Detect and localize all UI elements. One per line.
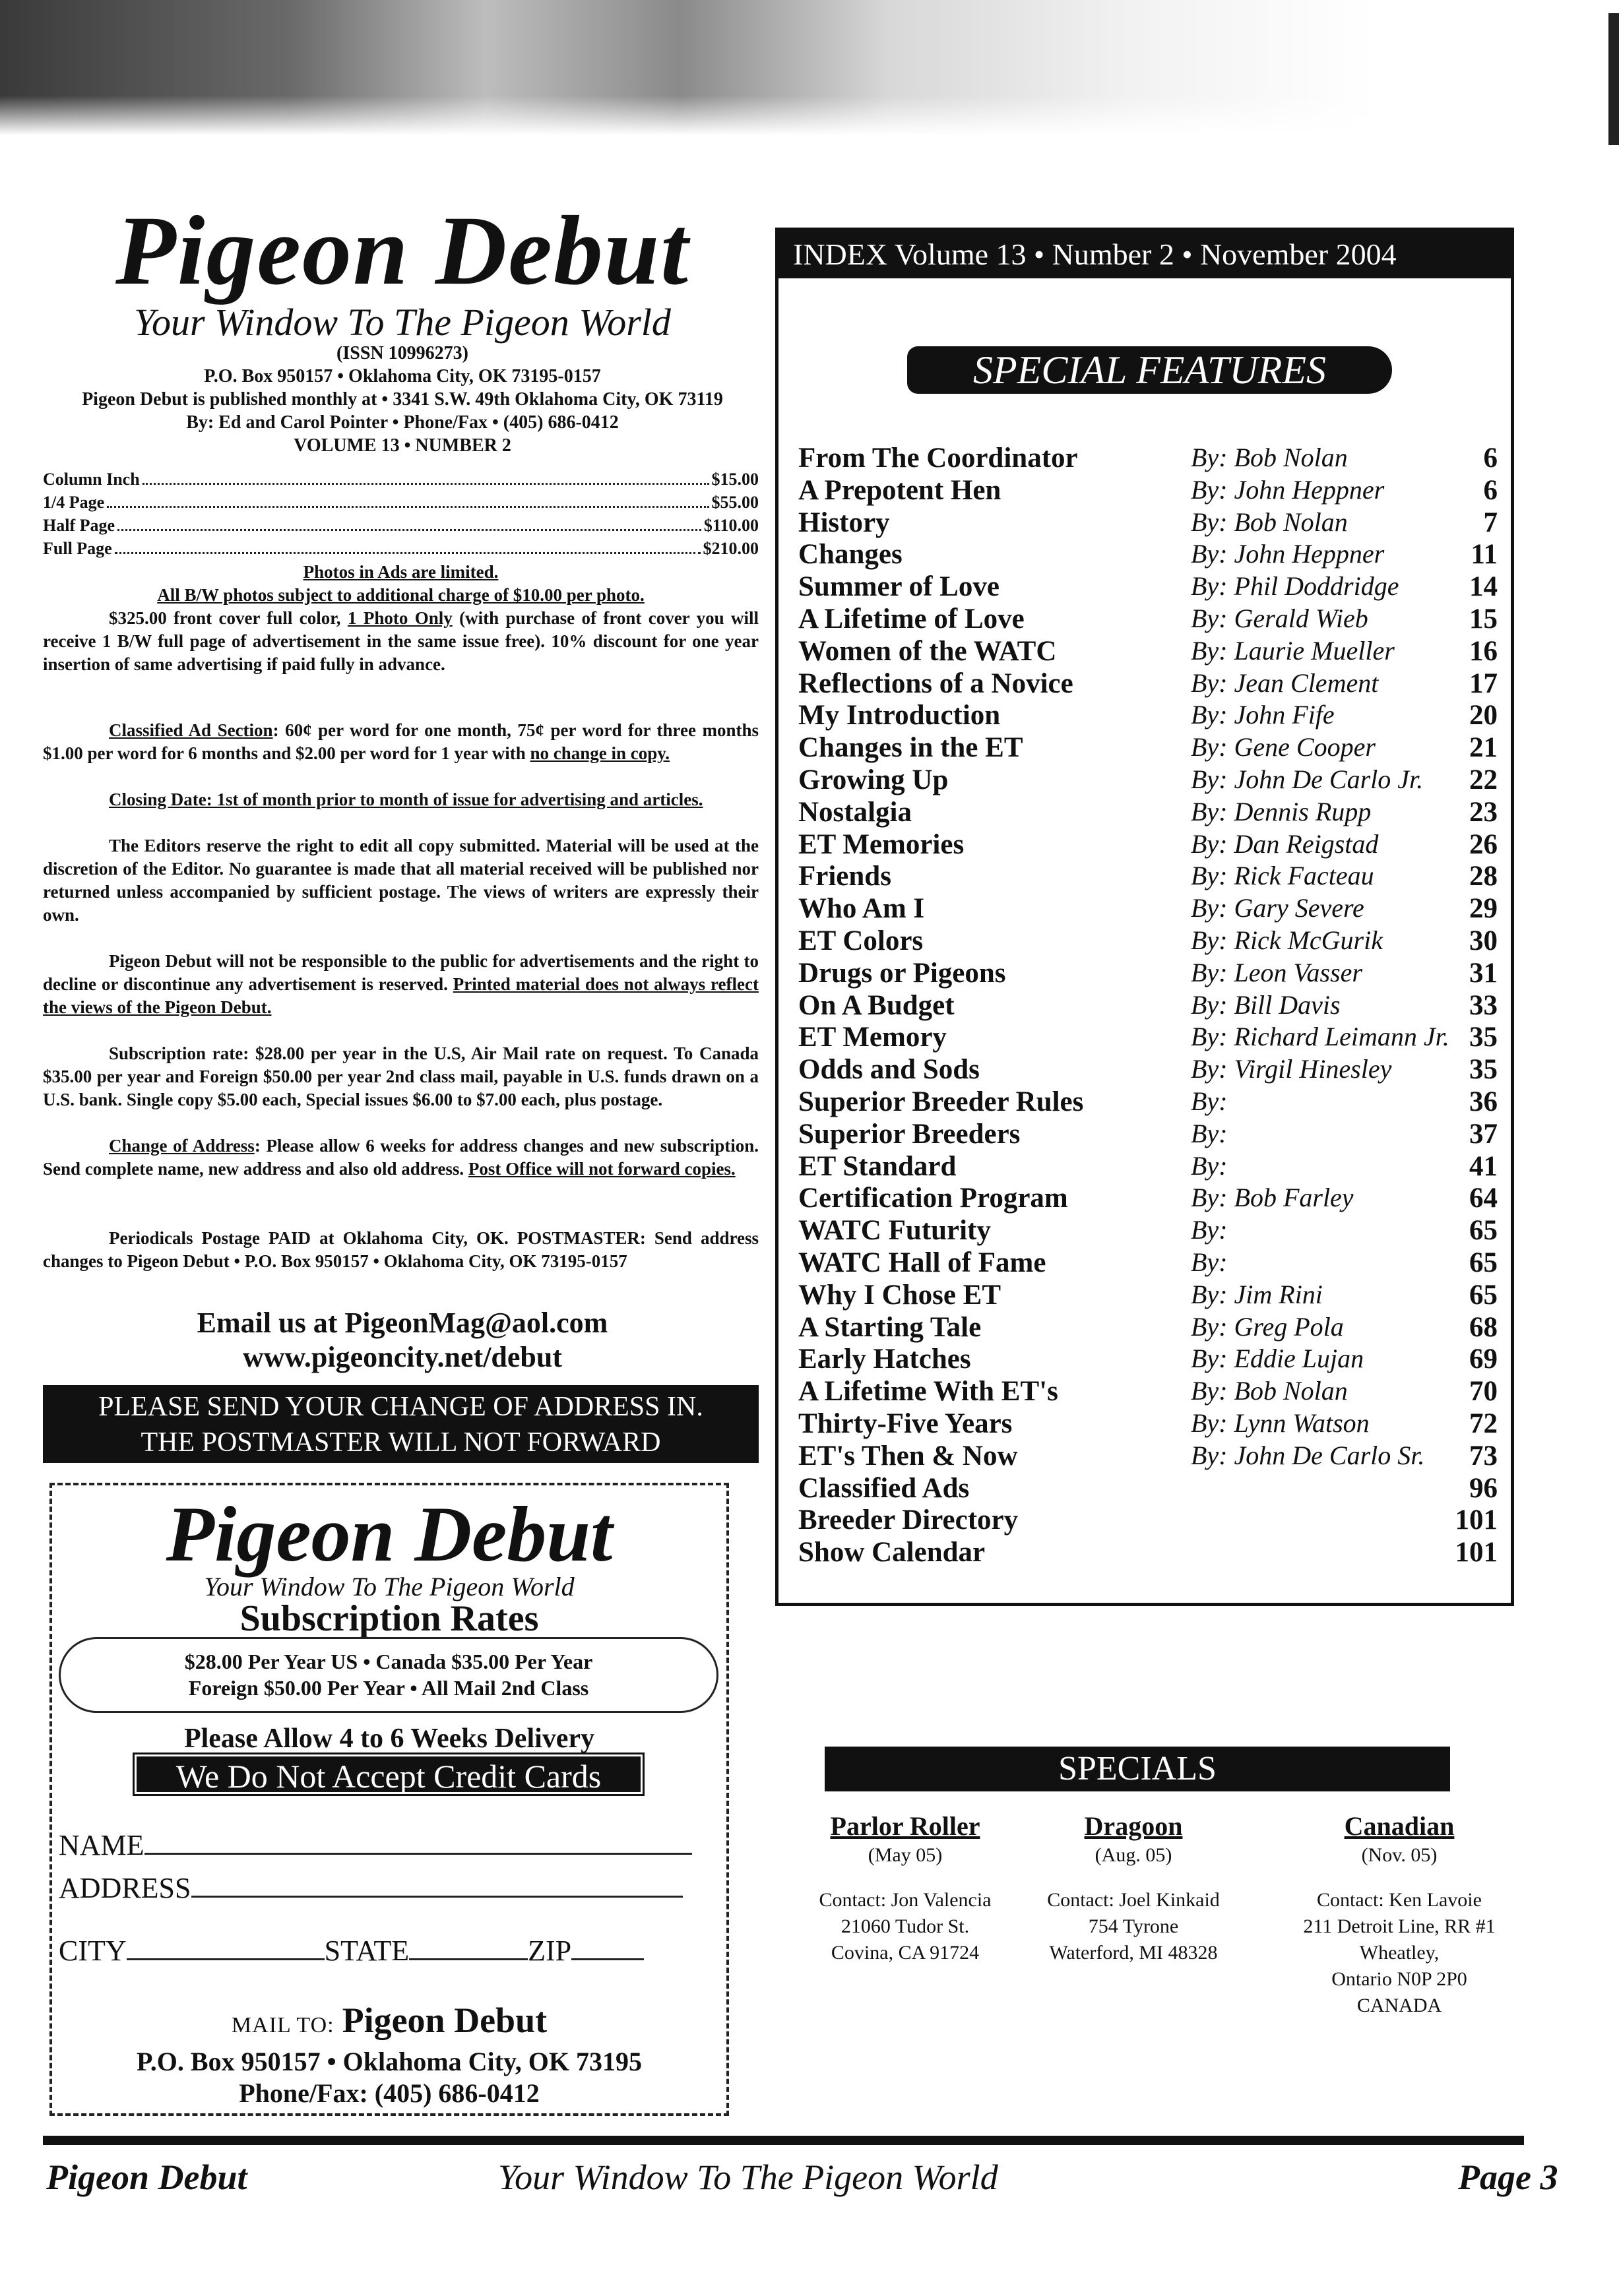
specials-date: (May 05) [868, 1844, 943, 1866]
no-credit-cards-banner: We Do Not Accept Credit Cards [135, 1754, 643, 1794]
rate-price: $15.00 [711, 470, 759, 489]
index-panel [775, 228, 1514, 1606]
toc-row[interactable] [798, 828, 1498, 861]
toc-row[interactable] [798, 1536, 1498, 1568]
toc-author: By: Dan Reigstad [1191, 828, 1379, 859]
toc-row[interactable] [798, 1118, 1498, 1150]
specials-breed: Dragoon [1084, 1811, 1183, 1841]
rate-price: $110.00 [703, 516, 759, 535]
toc-title: Certification Program [798, 1183, 1068, 1214]
toc-author: By: Virgil Hinesley [1191, 1054, 1392, 1084]
toc-title: History [798, 507, 890, 538]
specials-breed: Canadian [1344, 1811, 1455, 1841]
toc-author: By: Jim Rini [1191, 1279, 1323, 1309]
front-cover-paragraph: $325.00 front cover full color, 1 Photo Only (with purchase of front cover you will receive 1 B/W full page of advertisement in the same issue free). 10% discount for one year insertion of same advertising if paid fully in advance. [43, 608, 759, 674]
specials-breed: Parlor Roller [830, 1811, 980, 1841]
toc-row[interactable] [798, 1182, 1498, 1214]
published-address: Pigeon Debut is published monthly at • 3341 S.W. 49th Oklahoma City, OK 73119 [82, 389, 723, 410]
toc-title: ET Memory [798, 1022, 947, 1053]
toc-page: 22 [1469, 764, 1498, 795]
toc-author: By: [1191, 1150, 1228, 1181]
rate-row [43, 470, 759, 493]
specials-contact-line: Contact: Ken Lavoie [1317, 1889, 1482, 1911]
toc-page: 70 [1469, 1376, 1498, 1408]
city-label: CITY [59, 1935, 127, 1967]
toc-title: Thirty-Five Years [798, 1408, 1013, 1439]
toc-title: Superior Breeders [798, 1118, 1021, 1150]
toc-page: 65 [1469, 1279, 1498, 1311]
toc-page: 28 [1469, 861, 1498, 892]
toc-title: Reflections of a Novice [798, 667, 1073, 699]
toc-row[interactable] [798, 507, 1498, 539]
toc-row[interactable] [798, 474, 1498, 507]
toc-title: Changes in the ET [798, 732, 1023, 764]
toc-row[interactable] [798, 1150, 1498, 1183]
toc-author: By: Dennis Rupp [1191, 796, 1372, 826]
toc-row[interactable] [798, 1472, 1498, 1505]
toc-row[interactable] [798, 1279, 1498, 1311]
toc-title: ET Standard [798, 1150, 957, 1182]
email-address[interactable]: Email us at PigeonMag@aol.com [197, 1307, 608, 1339]
toc-title: ET's Then & Now [798, 1440, 1018, 1472]
specials-contact-line: Covina, CA 91724 [831, 1942, 980, 1964]
rates-line: $28.00 Per Year US • Canada $35.00 Per Year [184, 1650, 593, 1673]
specials-contact-line: Waterford, MI 48328 [1049, 1942, 1218, 1964]
toc-author: By: John De Carlo Sr. [1191, 1440, 1425, 1470]
toc-author: By: [1191, 1086, 1228, 1116]
toc-page: 26 [1469, 828, 1498, 860]
toc-title: A Starting Tale [798, 1311, 982, 1343]
toc-title: My Introduction [798, 700, 1001, 731]
toc-author: By: Greg Pola [1191, 1311, 1344, 1342]
specials-contact-line: 211 Detroit Line, RR #1 [1303, 1915, 1496, 1937]
toc-title: Who Am I [798, 893, 925, 925]
toc-row[interactable] [798, 699, 1498, 731]
masthead-tagline: Your Window To The Pigeon World [134, 301, 671, 344]
toc-title: ET Colors [798, 925, 924, 956]
toc-title: WATC Futurity [798, 1215, 991, 1247]
toc-row[interactable] [798, 1440, 1498, 1472]
notice-line: THE POSTMASTER WILL NOT FORWARD [141, 1427, 661, 1458]
toc-row[interactable] [798, 1086, 1498, 1118]
toc-page: 15 [1469, 603, 1498, 635]
specials-contact-line: Contact: Jon Valencia [819, 1889, 992, 1911]
toc-page: 29 [1469, 893, 1498, 925]
toc-page: 36 [1469, 1086, 1498, 1117]
special-features-banner: SPECIAL FEATURES [907, 346, 1392, 394]
toc-row[interactable] [798, 796, 1498, 828]
toc-title: Drugs or Pigeons [798, 957, 1006, 989]
toc-title: Growing Up [798, 764, 949, 795]
subscription-rate: Subscription rate: $28.00 per year in the U.S, Air Mail rate on request. To Canada $35.00 per year and Foreign $50.00 per year 2nd class mail, payable in U.S. funds drawn on a U.S. bank. Single copy $5.00 each, Special issues $6.00 to $7.00 each, plus postage. [43, 1043, 759, 1109]
toc-title: ET Memories [798, 828, 965, 860]
bw-photos-charge: All B/W photos subject to additional charge of $10.00 per photo. [157, 585, 645, 605]
toc-title: Show Calendar [798, 1537, 986, 1568]
toc-title: Friends [798, 861, 891, 892]
rate-price: $55.00 [711, 493, 759, 512]
responsibility: Pigeon Debut will not be responsible to the public for advertisements and the right to decline or discontinue any advertisement is reserved. Printed material does not always reflect the views of the Pigeon Debut. [43, 951, 759, 1017]
volume-number: VOLUME 13 • NUMBER 2 [294, 435, 511, 456]
city-state-zip-field[interactable] [59, 1934, 644, 1968]
footer-page-number: Page 3 [1458, 2157, 1558, 2197]
toc-page: 69 [1469, 1344, 1498, 1375]
toc-author: By: [1191, 1247, 1228, 1277]
toc-row[interactable] [798, 1021, 1498, 1053]
toc-author: By: Rick Facteau [1191, 861, 1374, 891]
toc-page: 35 [1469, 1054, 1498, 1086]
toc-page: 65 [1469, 1215, 1498, 1247]
toc-row[interactable] [798, 1053, 1498, 1086]
toc-title: On A Budget [798, 989, 955, 1021]
rates-oval [59, 1637, 718, 1713]
toc-title: Odds and Sods [798, 1054, 980, 1086]
table-of-contents [798, 442, 1498, 1568]
toc-author: By: Bob Farley [1191, 1183, 1354, 1213]
toc-author: By: Gary Severe [1191, 893, 1364, 923]
toc-page: 64 [1469, 1183, 1498, 1214]
toc-row[interactable] [798, 989, 1498, 1022]
toc-title: Summer of Love [798, 571, 1000, 603]
toc-author: By: Rick McGurik [1191, 925, 1383, 955]
toc-author: By: John Heppner [1191, 539, 1385, 569]
zip-label: ZIP [528, 1935, 572, 1967]
toc-page: 72 [1469, 1408, 1498, 1439]
toc-title: Nostalgia [798, 796, 912, 828]
rate-label: Column Inch [43, 470, 140, 489]
specials-header: SPECIALS [825, 1747, 1450, 1791]
mail-to: MAIL TO: Pigeon Debut [231, 2001, 548, 2040]
toc-page: 30 [1469, 925, 1498, 956]
toc-row[interactable] [798, 1504, 1498, 1536]
delivery-note: Please Allow 4 to 6 Weeks Delivery [183, 1723, 595, 1754]
toc-page: 96 [1469, 1472, 1498, 1504]
masthead-title: Pigeon Debut [115, 196, 689, 305]
toc-page: 35 [1469, 1022, 1498, 1053]
toc-row[interactable] [798, 571, 1498, 603]
toc-row[interactable] [798, 1311, 1498, 1344]
toc-page: 31 [1469, 957, 1498, 989]
form-title: Pigeon Debut [166, 1490, 613, 1578]
toc-title: A Prepotent Hen [798, 474, 1001, 506]
ad-rates-table [43, 470, 759, 562]
specials-contact-line: Wheatley, [1359, 1942, 1440, 1964]
issn: (ISSN 10996273) [336, 343, 468, 363]
toc-page: 20 [1469, 700, 1498, 731]
state-label: STATE [324, 1935, 410, 1967]
toc-row[interactable] [798, 860, 1498, 892]
toc-author: By: John Fife [1191, 700, 1335, 730]
address-label: ADDRESS [59, 1872, 191, 1904]
po-box: P.O. Box 950157 • Oklahoma City, OK 73195-0157 [204, 366, 601, 387]
specials-date: (Aug. 05) [1095, 1844, 1172, 1866]
toc-title: Early Hatches [798, 1344, 971, 1375]
toc-title: Superior Breeder Rules [798, 1086, 1084, 1117]
toc-row[interactable] [798, 1408, 1498, 1440]
toc-page: 37 [1469, 1118, 1498, 1150]
toc-row[interactable] [798, 538, 1498, 571]
specials-contact-line: Ontario N0P 2P0 [1331, 1968, 1467, 1990]
toc-row[interactable] [798, 925, 1498, 957]
toc-title: Changes [798, 539, 903, 571]
toc-row[interactable] [798, 1375, 1498, 1408]
toc-page: 41 [1469, 1150, 1498, 1182]
toc-page: 14 [1469, 571, 1498, 603]
editors-reserve: The Editors reserve the right to edit all copy submitted. Material will be used at the discretion of the Editor. No guarantee is made that all material received will be published nor returned unless accompanied by sufficient postage. The views of writers are expressly their own. [43, 836, 759, 925]
toc-page: 16 [1469, 635, 1498, 667]
toc-author: By: Richard Leimann Jr. [1191, 1022, 1449, 1052]
specials-contact-line: Contact: Joel Kinkaid [1047, 1889, 1220, 1911]
periodicals-postage: Periodicals Postage PAID at Oklahoma City, OK. POSTMASTER: Send address changes to Pigeon Debut • P.O. Box 950157 • Oklahoma City, OK 73195-0157 [43, 1228, 759, 1271]
scan-shadow [0, 0, 1619, 135]
toc-page: 6 [1483, 474, 1498, 506]
toc-row[interactable] [798, 667, 1498, 700]
toc-row[interactable] [798, 1247, 1498, 1279]
rate-row [43, 516, 759, 539]
toc-title: From The Coordinator [798, 443, 1078, 474]
toc-row[interactable] [798, 957, 1498, 989]
specials-contact-line: 754 Tyrone [1088, 1915, 1179, 1937]
specials-contact-line: CANADA [1356, 1995, 1442, 2016]
toc-page: 68 [1469, 1311, 1498, 1343]
toc-page: 101 [1455, 1505, 1498, 1536]
specials-date: (Nov. 05) [1361, 1844, 1438, 1866]
rate-label: Full Page [43, 539, 112, 558]
specials-contact-line: 21060 Tudor St. [841, 1915, 970, 1937]
specials-column [1015, 1811, 1252, 1966]
toc-page: 101 [1455, 1537, 1498, 1568]
toc-author: By: [1191, 1118, 1228, 1148]
toc-author: By: Bob Nolan [1191, 507, 1348, 537]
toc-author: By: Gene Cooper [1191, 732, 1376, 762]
footer-tagline: Your Window To The Pigeon World [498, 2157, 998, 2197]
toc-title: WATC Hall of Fame [798, 1247, 1046, 1278]
toc-row[interactable] [798, 731, 1498, 764]
rates-line: Foreign $50.00 Per Year • All Mail 2nd Class [188, 1676, 589, 1700]
toc-page: 11 [1471, 539, 1498, 571]
toc-page: 73 [1469, 1440, 1498, 1472]
footer-title: Pigeon Debut [46, 2157, 247, 2197]
mail-phone: Phone/Fax: (405) 686-0412 [239, 2078, 540, 2108]
rate-label: Half Page [43, 516, 115, 535]
toc-row[interactable] [798, 603, 1498, 635]
rate-price: $210.00 [703, 539, 759, 558]
mail-address: P.O. Box 950157 • Oklahoma City, OK 73195 [137, 2047, 642, 2076]
toc-author: By: Leon Vasser [1191, 957, 1362, 987]
website-url[interactable]: www.pigeoncity.net/debut [242, 1341, 563, 1373]
toc-author: By: Phil Doddridge [1191, 571, 1399, 602]
closing-date: Closing Date: 1st of month prior to month of issue for advertising and articles. [109, 790, 703, 809]
index-header: INDEX Volume 13 • Number 2 • November 2004 [778, 231, 1511, 278]
toc-row[interactable] [798, 635, 1498, 667]
rate-row [43, 493, 759, 516]
footer-rule [43, 2136, 1524, 2145]
toc-author: By: Laurie Mueller [1191, 635, 1395, 666]
toc-title: A Lifetime of Love [798, 603, 1025, 635]
classified-paragraph: Classified Ad Section: 60¢ per word for one month, 75¢ per word for three months $1.00 per word for 6 months and $2.00 per word for 1 year with no change in copy. [43, 720, 759, 763]
photos-limited: Photos in Ads are limited. [303, 562, 499, 582]
name-field[interactable] [59, 1828, 692, 1862]
toc-author: By: Gerald Wieb [1191, 603, 1368, 633]
toc-title: A Lifetime With ET's [798, 1376, 1058, 1408]
toc-title: Classified Ads [798, 1472, 970, 1504]
toc-page: 17 [1469, 667, 1498, 699]
toc-row[interactable] [798, 1214, 1498, 1247]
name-label: NAME [59, 1829, 144, 1861]
rate-label: 1/4 Page [43, 493, 105, 512]
toc-page: 33 [1469, 989, 1498, 1021]
specials-column [786, 1811, 1024, 1966]
toc-title: Women of the WATC [798, 635, 1057, 667]
toc-row[interactable] [798, 1343, 1498, 1375]
toc-author: By: Bill Davis [1191, 989, 1341, 1020]
toc-page: 6 [1483, 443, 1498, 474]
change-of-address: Change of Address: Please allow 6 weeks for address changes and new subscription. Send complete name, new address and also old address. Post Office will not forward copies. [43, 1136, 759, 1179]
specials-column [1281, 1811, 1518, 2019]
scan-edge [1608, 13, 1619, 145]
toc-page: 21 [1469, 732, 1498, 764]
toc-row[interactable] [798, 892, 1498, 925]
toc-page: 65 [1469, 1247, 1498, 1278]
notice-line: PLEASE SEND YOUR CHANGE OF ADDRESS IN. [98, 1392, 703, 1422]
toc-author: By: [1191, 1215, 1228, 1245]
toc-author: By: John Heppner [1191, 474, 1385, 505]
toc-row[interactable] [798, 764, 1498, 796]
toc-row[interactable] [798, 442, 1498, 474]
toc-page: 23 [1469, 796, 1498, 828]
toc-author: By: Bob Nolan [1191, 443, 1348, 472]
toc-author: By: Jean Clement [1191, 667, 1379, 698]
toc-author: By: Eddie Lujan [1191, 1344, 1364, 1374]
toc-author: By: John De Carlo Jr. [1191, 764, 1424, 794]
subscription-rates-heading: Subscription Rates [239, 1598, 539, 1639]
change-of-address-notice [43, 1385, 759, 1463]
address-field[interactable] [59, 1871, 683, 1905]
toc-author: By: Lynn Watson [1191, 1408, 1370, 1438]
toc-title: Why I Chose ET [798, 1279, 1001, 1311]
editors: By: Ed and Carol Pointer • Phone/Fax • (405) 686-0412 [186, 412, 619, 433]
rate-row [43, 539, 759, 562]
form-tagline: Your Window To The Pigeon World [204, 1572, 575, 1601]
toc-page: 7 [1483, 507, 1498, 538]
toc-title: Breeder Directory [798, 1505, 1019, 1536]
toc-author: By: Bob Nolan [1191, 1376, 1348, 1406]
subscription-form [49, 1483, 729, 2116]
